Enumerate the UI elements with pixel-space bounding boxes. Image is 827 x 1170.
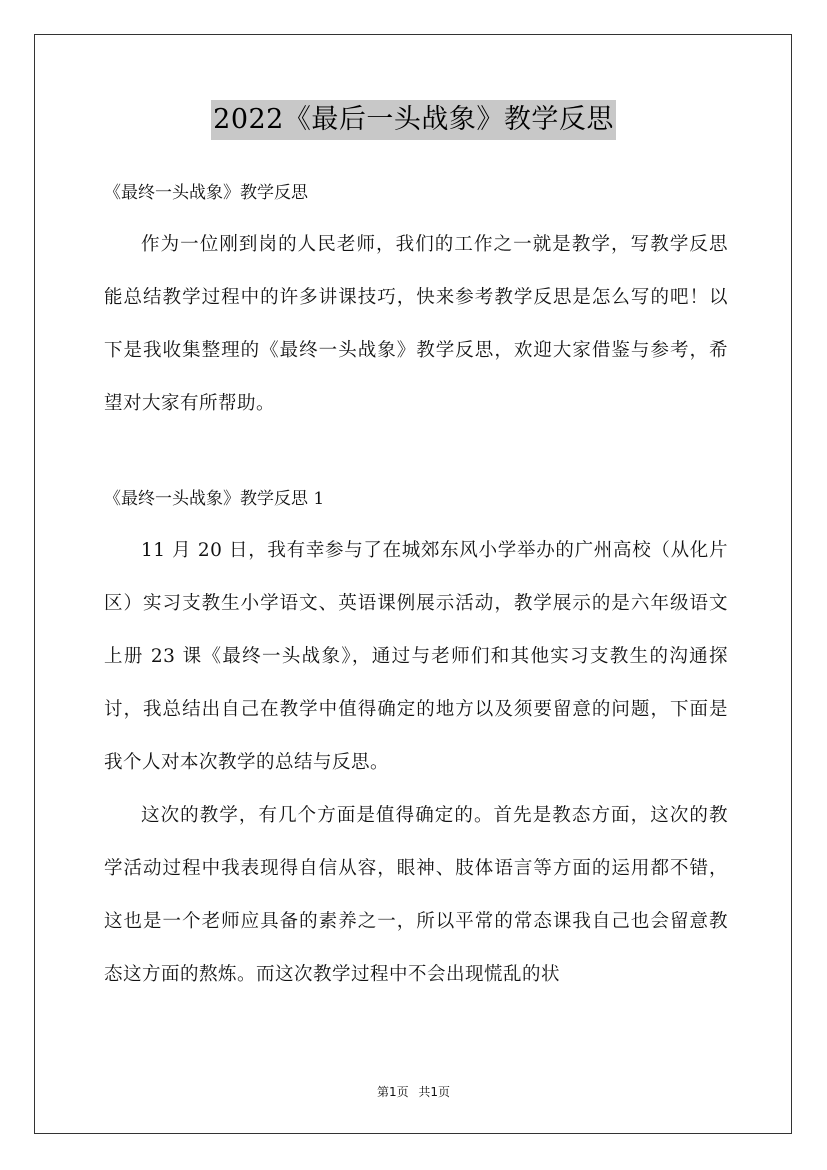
section-heading: 《最终一头战象》教学反思 xyxy=(104,183,308,203)
page-footer xyxy=(0,1082,827,1102)
page-number: 第1页 xyxy=(376,1085,409,1099)
document-body xyxy=(104,176,728,1001)
paragraph: 11 月 20 日，我有幸参与了在城郊东风小学举办的广州高校（从化片区）实习支教生小学语文、英语课例展示活动，教学展示的是六年级语文上册 23 课《最终一头战象》，通过与老师们和其他实习支教生的沟通探讨，我总结出自己在教学中值得确定的地方以及须要留意的问题，下面是我个人对本次教学的总结与反思。 xyxy=(104,540,728,773)
page-total: 共1页 xyxy=(418,1085,451,1099)
paragraph: 这次的教学，有几个方面是值得确定的。首先是教态方面，这次的教学活动过程中我表现得自信从容，眼神、肢体语言等方面的运用都不错，这也是一个老师应具备的素养之一，所以平常的常态课我自己也会留意教态这方面的熬炼。而这次教学过程中不会出现慌乱的状 xyxy=(104,805,728,985)
document-title: 2022《最后一头战象》教学反思 xyxy=(211,100,616,140)
section-heading: 《最终一头战象》教学反思 1 xyxy=(104,489,325,509)
title-container xyxy=(0,100,827,140)
paragraph: 作为一位刚到岗的人民老师，我们的工作之一就是教学，写教学反思能总结教学过程中的许多讲课技巧，快来参考教学反思是怎么写的吧！以下是我收集整理的《最终一头战象》教学反思，欢迎大家借鉴与参考，希望对大家有所帮助。 xyxy=(104,234,728,414)
